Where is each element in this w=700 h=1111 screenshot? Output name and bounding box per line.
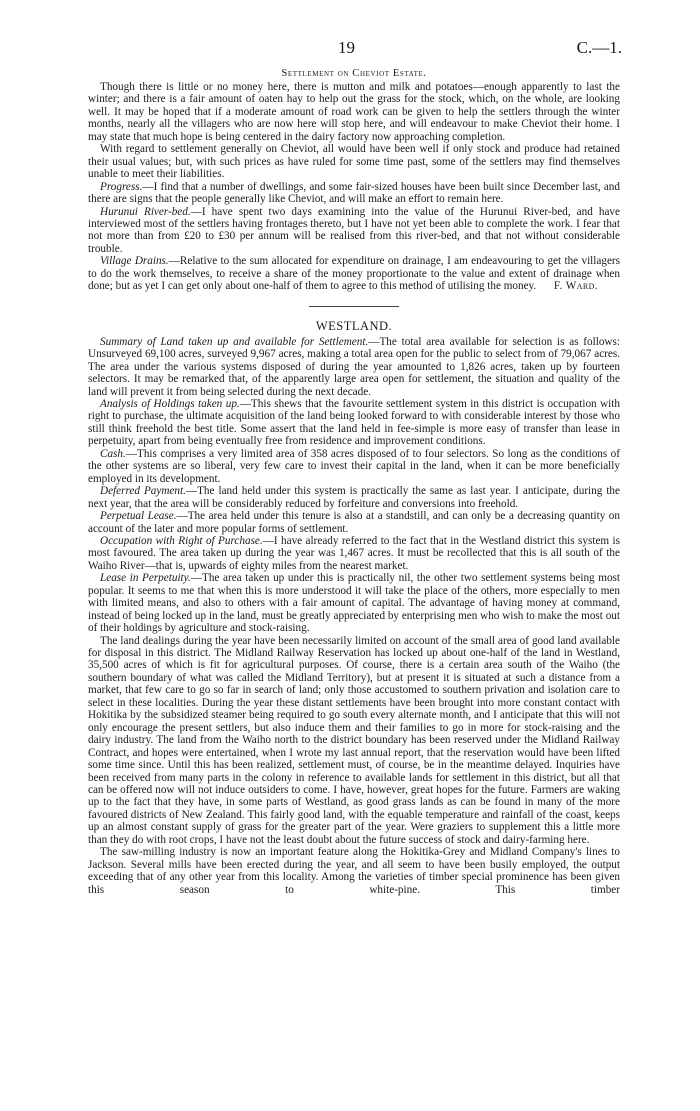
cheviot-paragraph-river-bed bbox=[88, 206, 620, 256]
river-bed-subheading: Hurunui River-bed. bbox=[100, 205, 191, 218]
westland-paragraph-saw-milling: The saw-milling industry is now an important feature along the Hokitika-Grey and Midland Company's lines to Jackson. Several mills have been erected during the year, and all seem to have been busily employed, the output exceeding that of any other year from this locality. Among the varieties of timber special prominence has been given this season to white-pine. This timber bbox=[88, 846, 620, 896]
westland-paragraph-deferred bbox=[88, 485, 620, 510]
lease-perpetuity-subheading: Lease in Perpetuity. bbox=[100, 572, 191, 585]
page-header bbox=[88, 38, 620, 62]
drains-subheading: Village Drains. bbox=[100, 255, 169, 268]
summary-text: —The total area available for selection is as follows: Unsurveyed 69,100 acres, surveyed 9,967 acres, making a total area open for the public to select from of 79,067 acres. The area under the various systems disposed of during the year amounted to 1,826 acres, taken up by fourteen selectors. It may be remarked that, of the apparently large area open for settlement, the situation and quality of the land will prevent it from being selected during the next decade. bbox=[88, 335, 620, 398]
westland-paragraph-land-dealings: The land dealings during the year have been necessarily limited on account of the small area of good land available for disposal in this district. The Midland Railway Reservation has locked up about one-half of the land in Westland, 35,500 acres of which is fit for agricultural purposes. Of course, there is a certain area south of the Waiho (the southern boundary of what was called the Midland Territory), but at present it is situated at such a distance from a market, that few care to go so far in search of land; only those accustomed to southern privation and isolation care to select in these localities. During the year these distant settlements have been brought into more constant contact with Hokitika by the subsidized steamer being required to go south every alternate month, and I anticipate that this will not only encourage the present settlers, but also induce them and their families to go in more for stock-raising and the dairy industry. The land from the Waiho north to the district boundary has been reserved under the Midland Railway Contract, and hopes were entertained, when I wrote my last annual report, that the reservation would have been lifted some time since. Until this has been realized, settlement must, of course, be in the meantime delayed. Inquiries have been received from many parts in the colony in reference to available lands for settlement in this district, but all that can be offered now will not induce outsiders to come. I have, however, great hopes for the future. Farmers are waking up to the fact that they have, in some parts of Westland, as good grass lands as can be found in many of the more favoured districts of New Zealand. This fairly good land, with the equable temperature and rainfall of the coast, keeps up an almost constant supply of grass for the greater part of the year. Were graziers to supplement this a little more than they do with root crops, I have not the least doubt about the future success of stock and dairy-farming here. bbox=[88, 634, 620, 846]
occupation-text: —I have already referred to the fact that in the Westland district this system is most favoured. The area taken up during the year was 1,467 acres. It must be recollected that this is all south of the Waiho River—that is, upwards of eighty miles from the nearest market. bbox=[88, 534, 621, 572]
cheviot-paragraph-2: With regard to settlement generally on Cheviot, all would have been well if only stock and produce had retained their usual values; but, with such prices as have ruled for some time past, some of the settlers may find themselves unable to meet their liabilities. bbox=[88, 143, 620, 181]
deferred-text: —The land held under this system is practically the same as last year. I anticipate, during the next year, that the area will be considerably reduced by forfeiture and conversions into freehold. bbox=[88, 485, 620, 510]
document-page bbox=[88, 38, 620, 896]
westland-paragraph-lease-perpetuity bbox=[88, 572, 620, 634]
westland-paragraph-analysis bbox=[88, 398, 620, 448]
river-bed-text: —I have spent two days examining into the value of the Hurunui River-bed, and have interviewed most of the settlers having frontages thereto, but I have not yet been able to complete the work. I fear that not more than from £20 to £30 per annum will be realised from this river-bed, and that not without considerable trouble. bbox=[88, 205, 620, 255]
cheviot-heading: Settlement on Cheviot Estate. bbox=[281, 68, 427, 79]
cheviot-section bbox=[88, 68, 620, 293]
cheviot-paragraph-drains bbox=[88, 255, 620, 292]
westland-paragraph-occupation bbox=[88, 535, 620, 572]
summary-subheading: Summary of Land taken up and available for Settlement. bbox=[100, 335, 369, 348]
cheviot-paragraph-1: Though there is little or no money here, there is mutton and milk and potatoes—enough apparently to last the winter; and there is a fair amount of oaten hay to help out the grass for the stock, which, on the whole, are looking well. It may be hoped that if a moderate amount of road work can be given to help the settlers through the winter months, nearly all the villagers who are now here will stop here, and will endeavour to make Cheviot their home. I may state that much hope is being centered in the dairy factory now approaching completion. bbox=[88, 81, 620, 143]
perpetual-lease-text: —The area held under this tenure is also at a standstill, and can only be a decreasing quantity on account of the later and more popular forms of settlement. bbox=[88, 510, 620, 535]
analysis-text: —This shews that the favourite settlement system in this district is occupation with right to purchase, the ultimate acquisition of the land being looked forward to with considerable interest by those who still think freehold the best title. Some assert that the land held in fee-simple is more easy of transfer than lease in perpetuity, apart from being eventually free from residence and improvement conditions. bbox=[88, 397, 620, 448]
page-number: 19 bbox=[338, 38, 355, 57]
cash-subheading: Cash. bbox=[100, 447, 126, 460]
cash-text: —This comprises a very limited area of 358 acres disposed of to four selectors. So long as the conditions of the other systems are so liberal, very few care to invest their capital in the land, when it can be more beneficially employed in its development. bbox=[88, 447, 620, 485]
section-divider bbox=[309, 306, 399, 307]
deferred-subheading: Deferred Payment. bbox=[100, 485, 186, 498]
document-reference: C.—1. bbox=[576, 38, 622, 57]
perpetual-lease-subheading: Perpetual Lease. bbox=[100, 510, 177, 523]
westland-section bbox=[88, 319, 620, 896]
cheviot-paragraph-progress bbox=[88, 181, 620, 206]
progress-subheading: Progress. bbox=[100, 180, 143, 193]
westland-paragraph-cash bbox=[88, 448, 620, 485]
signature: F. Ward. bbox=[553, 280, 598, 293]
drains-text: —Relative to the sum allocated for expenditure on drainage, I am endeavouring to get the villagers to do the work themselves, to receive a share of the money proportionate to the value and extent of drainage when done; but as yet I can get only about one-half of them to agree to this method of utilising the money. bbox=[88, 255, 620, 293]
westland-heading: WESTLAND. bbox=[315, 318, 393, 333]
lease-perpetuity-text: —The area taken up under this is practically nil, the other two settlement systems being most popular. It seems to me that when this is more understood it will take the place of the others, more especially to men with limited means, and also to others with a fair amount of capital. The advantage of having money at command, instead of being locked up in the land, must be greatly appreciated by enterprising men who wish to make the most out of their holdings by agriculture and stock-raising. bbox=[88, 572, 620, 635]
analysis-subheading: Analysis of Holdings taken up. bbox=[100, 397, 240, 410]
occupation-subheading: Occupation with Right of Purchase. bbox=[100, 534, 263, 547]
westland-paragraph-summary bbox=[88, 336, 620, 398]
progress-text: —I find that a number of dwellings, and some fair-sized houses have been built since December last, and there are signs that the people generally like Cheviot, and will make an effort to remain here. bbox=[88, 180, 620, 206]
westland-paragraph-perpetual-lease bbox=[88, 510, 620, 535]
